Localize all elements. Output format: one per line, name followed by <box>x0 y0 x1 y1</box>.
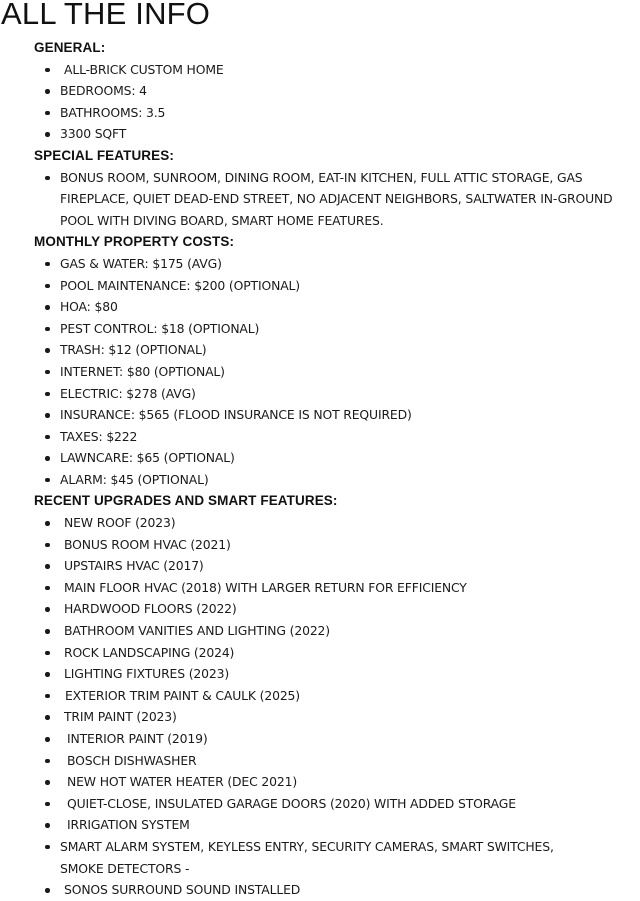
bullet-icon <box>45 435 50 440</box>
bullet-icon <box>45 888 50 893</box>
list-item: QUIET-CLOSE, INSULATED GARAGE DOORS (2020) WITH ADDED STORAGE <box>34 793 640 815</box>
list-item: BEDROOMS: 4 <box>34 80 640 102</box>
bullet-icon <box>45 284 50 289</box>
bullet-icon <box>45 780 50 785</box>
list-item: TRASH: $12 (OPTIONAL) <box>34 339 640 361</box>
list-item: EXTERIOR TRIM PAINT & CAULK (2025) <box>34 685 640 707</box>
list-item: INTERIOR PAINT (2019) <box>34 728 640 750</box>
list-item: INTERNET: $80 (OPTIONAL) <box>34 361 640 383</box>
bullet-icon <box>45 759 50 764</box>
bullet-icon <box>45 348 50 353</box>
bullet-icon <box>45 672 50 677</box>
bullet-icon <box>45 176 50 181</box>
upgrades-list <box>34 512 640 901</box>
list-item: LIGHTING FIXTURES (2023) <box>34 663 640 685</box>
bullet-icon <box>45 478 50 483</box>
bullet-icon <box>45 823 50 828</box>
bullet-icon <box>45 715 50 720</box>
list-item: PEST CONTROL: $18 (OPTIONAL) <box>34 318 640 340</box>
list-item: ALARM: $45 (OPTIONAL) <box>34 469 640 491</box>
bullet-icon <box>45 802 50 807</box>
bullet-icon <box>45 607 50 612</box>
list-item: NEW HOT WATER HEATER (DEC 2021) <box>34 771 640 793</box>
list-item: MAIN FLOOR HVAC (2018) WITH LARGER RETURN FOR EFFICIENCY <box>34 577 640 599</box>
list-item: BATHROOM VANITIES AND LIGHTING (2022) <box>34 620 640 642</box>
page-title: ALL THE INFO <box>1 0 211 31</box>
list-item: SONOS SURROUND SOUND INSTALLED <box>34 879 640 901</box>
list-item: IRRIGATION SYSTEM <box>34 814 640 836</box>
bullet-icon <box>45 68 50 73</box>
list-item: LAWNCARE: $65 (OPTIONAL) <box>34 447 640 469</box>
list-item: BONUS ROOM HVAC (2021) <box>34 534 640 556</box>
bullet-icon <box>45 845 50 850</box>
bullet-icon <box>45 370 50 375</box>
monthly-costs-list <box>34 253 640 491</box>
list-item: TAXES: $222 <box>34 426 640 448</box>
list-item: UPSTAIRS HVAC (2017) <box>34 555 640 577</box>
section-heading-monthly-costs: MONTHLY PROPERTY COSTS: <box>34 234 235 250</box>
bullet-icon <box>45 327 50 332</box>
general-list <box>34 59 640 145</box>
bullet-icon <box>45 413 50 418</box>
list-item: BONUS ROOM, SUNROOM, DINING ROOM, EAT-IN KITCHEN, FULL ATTIC STORAGE, GAS FIREPLACE, QUIET DEAD-END STREET, NO ADJACENT NEIGHBORS, SALTWATER IN-GROUND POOL WITH DIVING BOARD, SMART HOME FEATURES. <box>34 167 640 232</box>
bullet-icon <box>45 564 50 569</box>
bullet-icon <box>45 111 50 116</box>
list-item: BOSCH DISHWASHER <box>34 750 640 772</box>
list-item: ROCK LANDSCAPING (2024) <box>34 642 640 664</box>
list-item: POOL MAINTENANCE: $200 (OPTIONAL) <box>34 275 640 297</box>
bullet-icon <box>45 521 50 526</box>
bullet-icon <box>45 392 50 397</box>
bullet-icon <box>45 629 50 634</box>
list-item: NEW ROOF (2023) <box>34 512 640 534</box>
bullet-icon <box>45 262 50 267</box>
list-item: TRIM PAINT (2023) <box>34 706 640 728</box>
info-content <box>34 37 640 901</box>
list-item: HOA: $80 <box>34 296 640 318</box>
list-item: INSURANCE: $565 (FLOOD INSURANCE IS NOT REQUIRED) <box>34 404 640 426</box>
special-features-list <box>34 167 640 232</box>
list-item: SMART ALARM SYSTEM, KEYLESS ENTRY, SECURITY CAMERAS, SMART SWITCHES, SMOKE DETECTORS - <box>34 836 640 879</box>
bullet-icon <box>45 651 50 656</box>
bullet-icon <box>45 89 50 94</box>
list-item: BATHROOMS: 3.5 <box>34 102 640 124</box>
list-item: ALL-BRICK CUSTOM HOME <box>34 59 640 81</box>
bullet-icon <box>45 586 50 591</box>
bullet-icon <box>45 132 50 137</box>
section-heading-special-features: SPECIAL FEATURES: <box>34 147 174 163</box>
bullet-icon <box>45 456 50 461</box>
bullet-icon <box>45 694 50 699</box>
section-heading-general: GENERAL: <box>34 40 106 55</box>
list-item: HARDWOOD FLOORS (2022) <box>34 598 640 620</box>
list-item: 3300 SQFT <box>34 123 640 145</box>
section-heading-upgrades: RECENT UPGRADES AND SMART FEATURES: <box>34 493 338 509</box>
bullet-icon <box>45 737 50 742</box>
bullet-icon <box>45 543 50 548</box>
bullet-icon <box>45 305 50 310</box>
list-item: ELECTRIC: $278 (AVG) <box>34 383 640 405</box>
list-item: GAS & WATER: $175 (AVG) <box>34 253 640 275</box>
